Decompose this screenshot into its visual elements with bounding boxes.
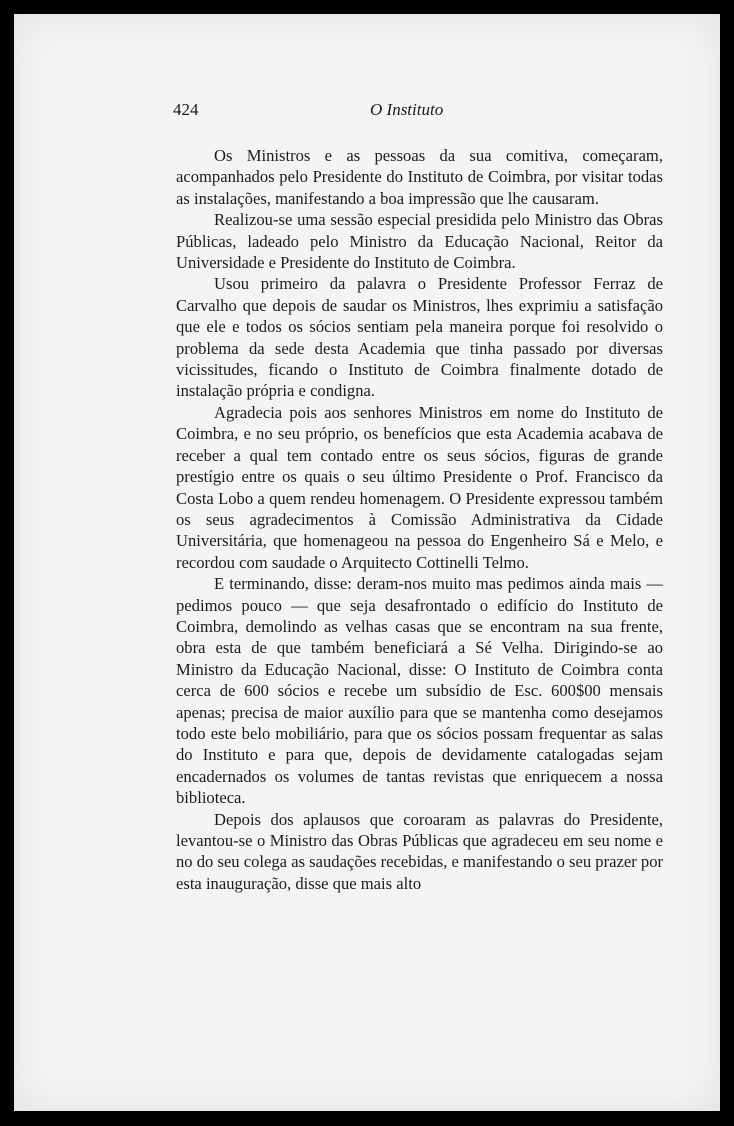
book-page — [14, 14, 720, 1111]
paragraph: E terminando, disse: deram-nos muito mas pedimos ainda mais — pedimos pouco — que seja desafrontado o edifício do Instituto de Coimbra, demolindo as velhas casas que se encontram na sua frente, obra esta de que também beneficiará a Sé Velha. Dirigindo-se ao Ministro da Educação Nacional, disse: O Instituto de Coimbra conta cerca de 600 sócios e recebe um subsídio de Esc. 600$00 mensais apenas; precisa de maior auxílio para que se mantenha como desejamos todo este belo mobiliário, para que os sócios possam frequentar as salas do Instituto e para que, depois de devidamente catalogadas sejam encadernados os volumes de tantas revistas que enriquecem a nossa biblioteca. — [176, 574, 663, 808]
running-title: O Instituto — [370, 100, 444, 119]
paragraph: Agradecia pois aos senhores Ministros em nome do Instituto de Coimbra, e no seu próprio, os benefícios que esta Academia acabava de receber a qual tem contado entre os seus sócios, figuras de grande prestígio entre os quais o seu último Presidente o Prof. Francisco da Costa Lobo a quem rendeu homenagem. O Presidente expressou também os seus agradecimentos à Comissão Administrativa da Cidade Universitária, que homenageou na pessoa do Engenheiro Sá e Melo, e recordou com saudade o Arquitecto Cottinelli Telmo. — [176, 402, 663, 572]
page-header — [14, 100, 720, 128]
body-text — [176, 145, 663, 894]
paragraph: Realizou-se uma sessão especial presidida pelo Ministro das Obras Públicas, ladeado pelo Ministro da Educação Nacional, Reitor da Universidade e Presidente do Instituto de Coimbra. — [176, 210, 663, 273]
paragraph: Os Ministros e as pessoas da sua comitiva, começaram, acompanhados pelo Presidente do Instituto de Coimbra, por visitar todas as instalações, manifestando a boa impressão que lhe causaram. — [176, 146, 663, 208]
paragraph: Usou primeiro da palavra o Presidente Professor Ferraz de Carvalho que depois de saudar os Ministros, lhes exprimiu a satisfação que ele e todos os sócios sentiam pela maneira porque foi resolvido o problema da sede desta Academia que tinha passado por diversas vicissitudes, ficando o Instituto de Coimbra finalmente dotado de instalação própria e condigna. — [176, 274, 663, 401]
paragraph: Depois dos aplausos que coroaram as palavras do Presidente, levantou-se o Ministro das Obras Públicas que agradeceu em seu nome e no do seu colega as saudações recebidas, e manifestando o seu prazer por esta inauguração, disse que mais alto — [176, 809, 664, 893]
page-number: 424 — [173, 100, 199, 119]
